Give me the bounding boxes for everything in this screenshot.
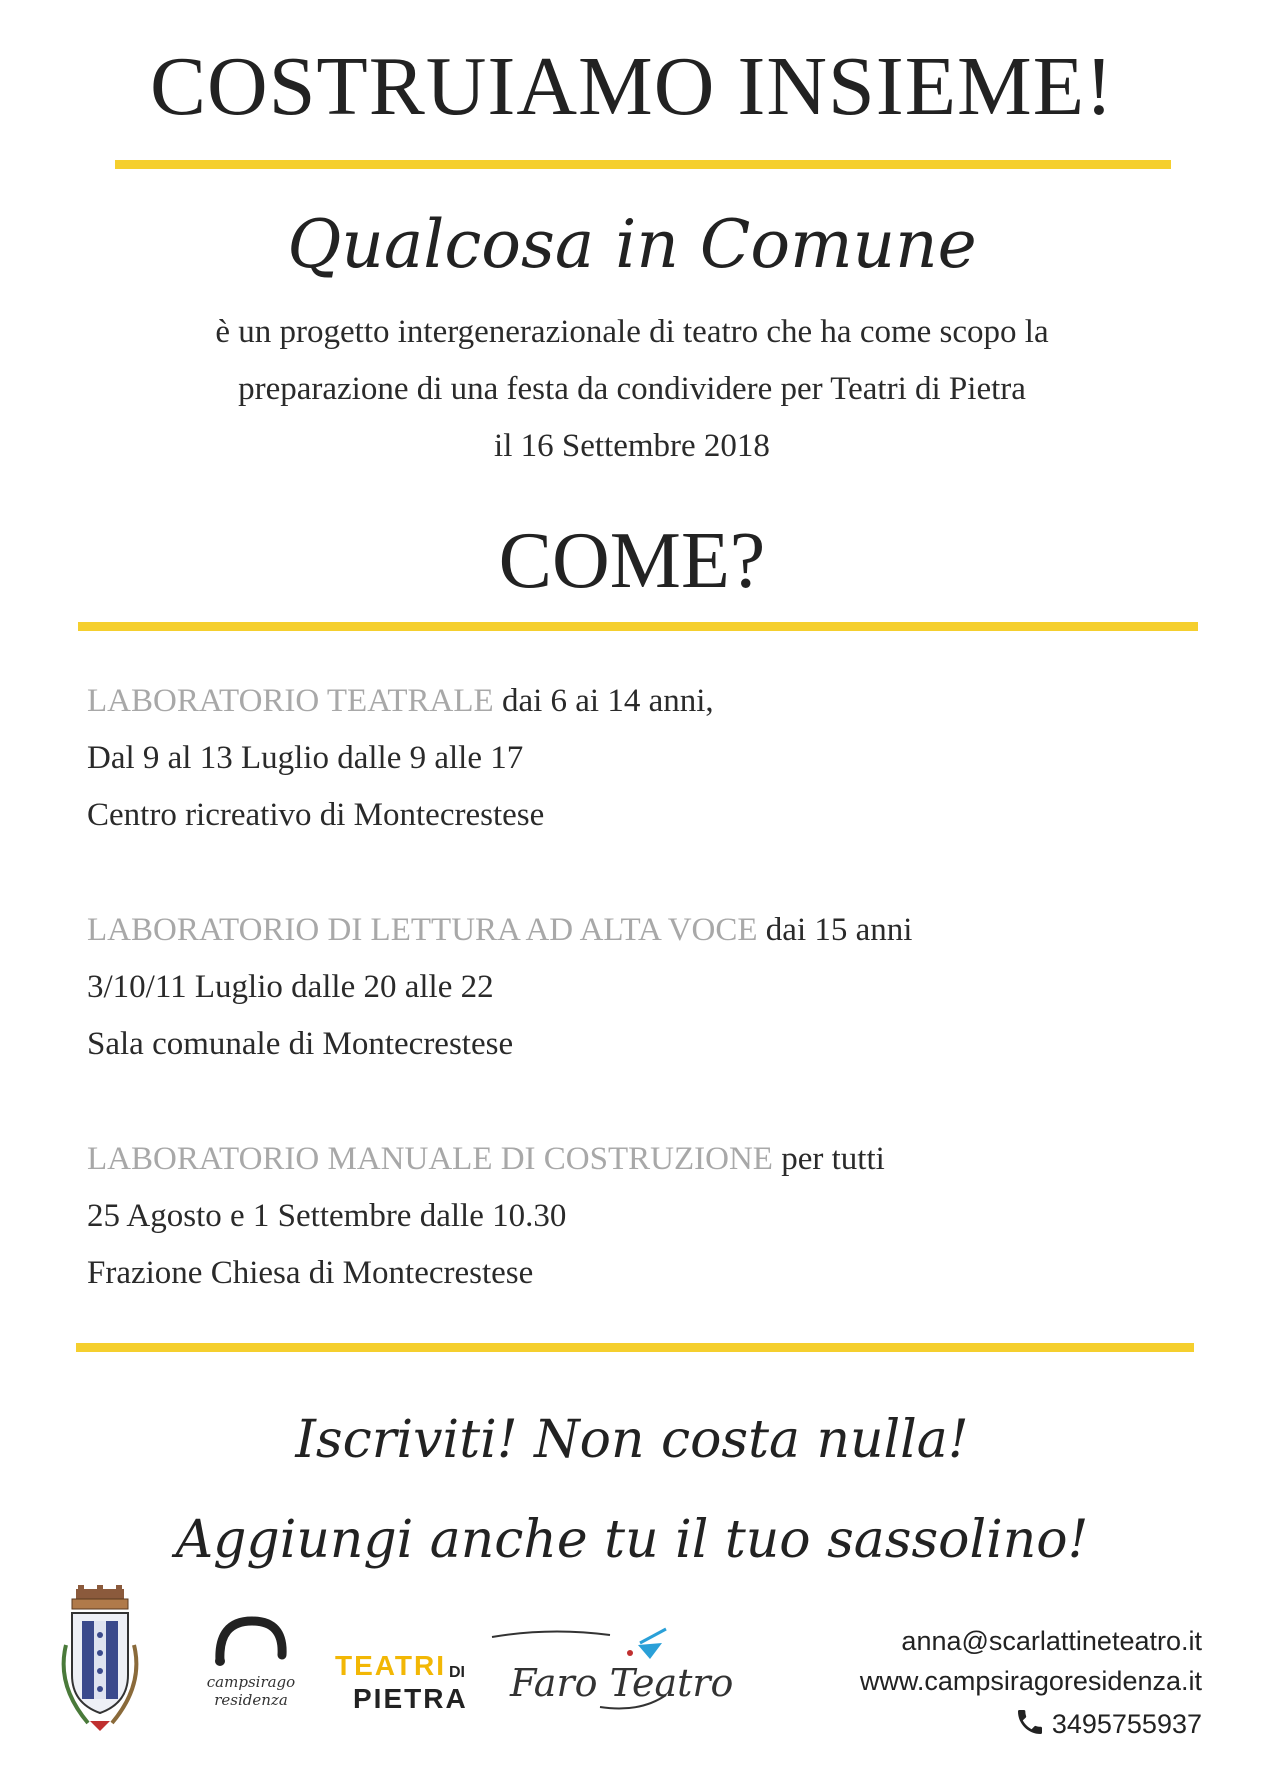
signup-callout: Iscriviti! Non costa nulla! (295, 1410, 969, 1470)
title-divider (115, 160, 1171, 169)
faro-wordmark: Faro Teatro (510, 1661, 734, 1705)
contact-email[interactable]: anna@scarlattineteatro.it (901, 1626, 1202, 1656)
workshop-1-title-line (87, 683, 714, 720)
intro-line-2: preparazione di una festa da condividere per Teatri di Pietra (238, 371, 1026, 407)
workshop-2-audience: dai 15 anni (757, 912, 913, 948)
project-name: Qualcosa in Comune (287, 206, 977, 283)
workshop-3-audience: per tutti (772, 1141, 885, 1177)
workshop-3-place: Frazione Chiesa di Montecrestese (87, 1255, 534, 1291)
crest-icon (48, 1585, 152, 1735)
di-wordmark: DI (449, 1664, 465, 1681)
intro-line-3: il 16 Settembre 2018 (494, 428, 770, 464)
workshop-1-dates: Dal 9 al 13 Luglio dalle 9 alle 17 (87, 740, 524, 776)
intro-line-1: è un progetto intergenerazionale di teatro che ha come scopo la (215, 314, 1049, 350)
workshop-3-dates: 25 Agosto e 1 Settembre dalle 10.30 (87, 1198, 567, 1234)
poster-title: COSTRUIAMO INSIEME! (150, 40, 1114, 133)
workshop-1-audience: dai 6 ai 14 anni, (493, 683, 714, 719)
footer-divider (76, 1343, 1194, 1352)
pietra-wordmark: PIETRA (353, 1683, 468, 1714)
workshop-2-name: LABORATORIO DI LETTURA AD ALTA VOCE (87, 912, 758, 948)
workshop-3-name: LABORATORIO MANUALE DI COSTRUZIONE (87, 1141, 773, 1177)
join-callout: Aggiungi anche tu il tuo sassolino! (175, 1510, 1089, 1570)
campsirago-logo (192, 1615, 310, 1727)
contact-phone: 3495755937 (1051, 1709, 1202, 1739)
contact-phone-row[interactable] (1014, 1706, 1202, 1740)
campsirago-mark-icon (212, 1615, 290, 1667)
workshop-2-title-line (87, 912, 912, 949)
faro-teatro-logo (490, 1625, 734, 1735)
workshop-2-place: Sala comunale di Montecrestese (87, 1026, 514, 1062)
workshop-2-dates: 3/10/11 Luglio dalle 20 alle 22 (87, 969, 494, 1005)
teatri-wordmark: TEATRI (335, 1650, 447, 1681)
workshop-1-name: LABORATORIO TEATRALE (87, 683, 494, 719)
campsirago-wordmark: campsirago residenza (206, 1673, 296, 1709)
workshop-3-title-line (87, 1141, 885, 1178)
workshop-1-place: Centro ricreativo di Montecrestese (87, 797, 545, 833)
phone-icon (1014, 1706, 1046, 1738)
contact-website[interactable]: www.campsiragoresidenza.it (859, 1666, 1202, 1696)
section-heading: COME? (498, 517, 766, 605)
municipal-crest-logo (48, 1585, 152, 1735)
teatri-di-pietra-logo (335, 1650, 475, 1724)
section-divider (78, 622, 1198, 631)
